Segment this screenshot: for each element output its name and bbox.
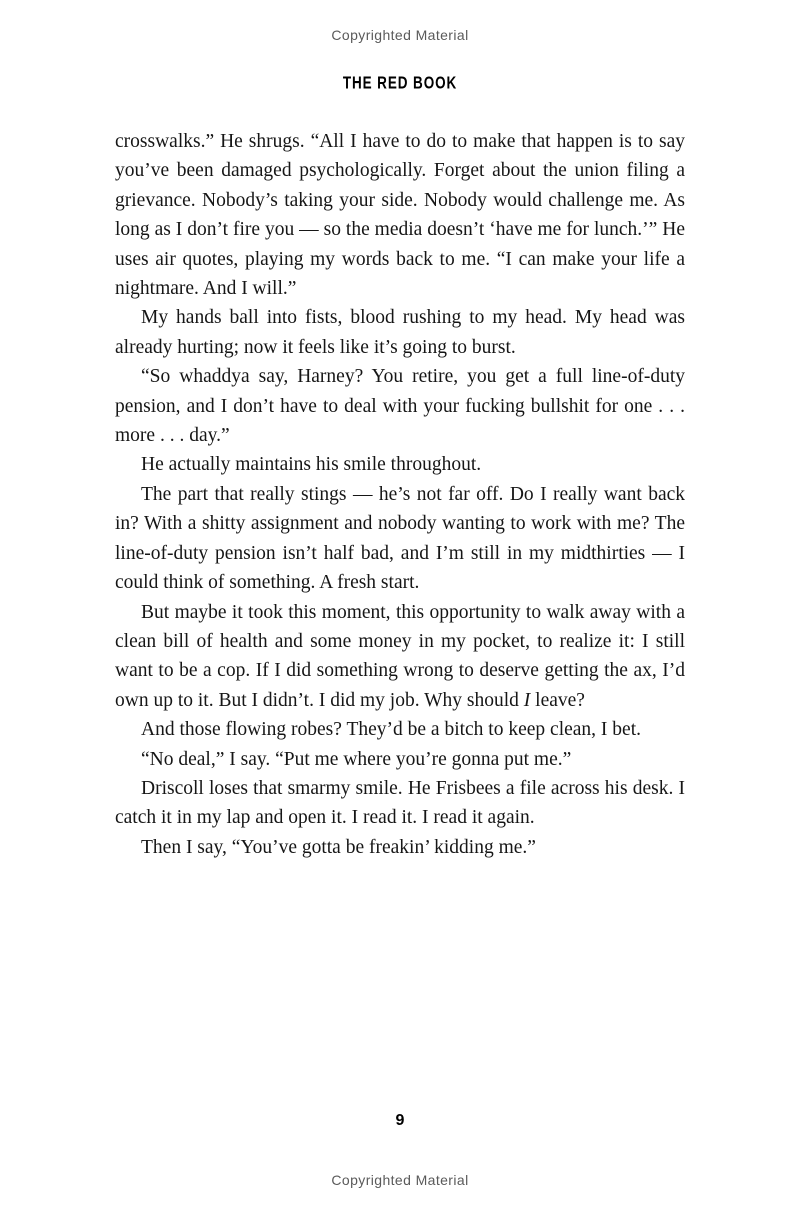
text-segment: He actually maintains his smile throughout.: [141, 454, 482, 476]
paragraph: [115, 774, 685, 833]
text-segment: Then I say, “You’ve gotta be freakin’ kidding me.”: [141, 836, 536, 858]
text-segment: crosswalks.” He shrugs. “All I have to do to make that happen is to say you’ve been damaged psychologically. Forget about the union filing a grievance. Nobody’s taking your side. Nobody would challenge me. As long as I don’t fire you — so the media doesn’t ‘have me for lunch.’” He uses air quotes, playing my words back to me. “I can make your life a nightmare. And I will.”: [115, 131, 685, 300]
paragraph: [115, 362, 685, 450]
text-segment: And those flowing robes? They’d be a bitch to keep clean, I bet.: [141, 719, 641, 741]
text-segment: leave?: [530, 689, 585, 711]
paragraph: [115, 450, 685, 479]
copyright-notice-bottom: Copyrighted Material: [331, 1172, 469, 1188]
text-segment: The part that really stings — he’s not far off. Do I really want back in? With a shitty assignment and nobody wanting to work with me? The line-of-duty pension isn’t half bad, and I’m still in my midthirties — I could think of something. A fresh start.: [115, 483, 685, 594]
text-segment: “No deal,” I say. “Put me where you’re gonna put me.”: [141, 748, 572, 770]
running-header-title: THE RED BOOK: [342, 73, 458, 94]
paragraph: [115, 303, 685, 362]
body-text: [115, 127, 685, 862]
page-number: 9: [395, 1112, 405, 1129]
text-segment: My hands ball into fists, blood rushing to my head. My head was already hurting; now it feels like it’s going to burst.: [115, 307, 685, 358]
paragraph: [115, 833, 685, 862]
text-segment: But maybe it took this moment, this opportunity to walk away with a clean bill of health and some money in my pocket, to realize it: I still want to be a cop. If I did something wrong to deserve getting the ax, I’d own up to it. But I didn’t. I did my job. Why should: [115, 601, 685, 711]
text-segment: Driscoll loses that smarmy smile. He Frisbees a file across his desk. I catch it in my lap and open it. I read it. I read it again.: [115, 777, 685, 829]
paragraph: [115, 745, 685, 774]
text-segment: “So whaddya say, Harney? You retire, you get a full line-of-duty pension, and I don’t have to deal with your fucking bullshit for one . . . more . . . day.”: [115, 366, 685, 447]
italic-text-segment: I: [523, 689, 531, 711]
copyright-notice-top: Copyrighted Material: [331, 27, 469, 43]
paragraph: [115, 127, 685, 303]
paragraph: [115, 480, 685, 598]
paragraph: [115, 715, 685, 744]
paragraph: [115, 598, 685, 716]
